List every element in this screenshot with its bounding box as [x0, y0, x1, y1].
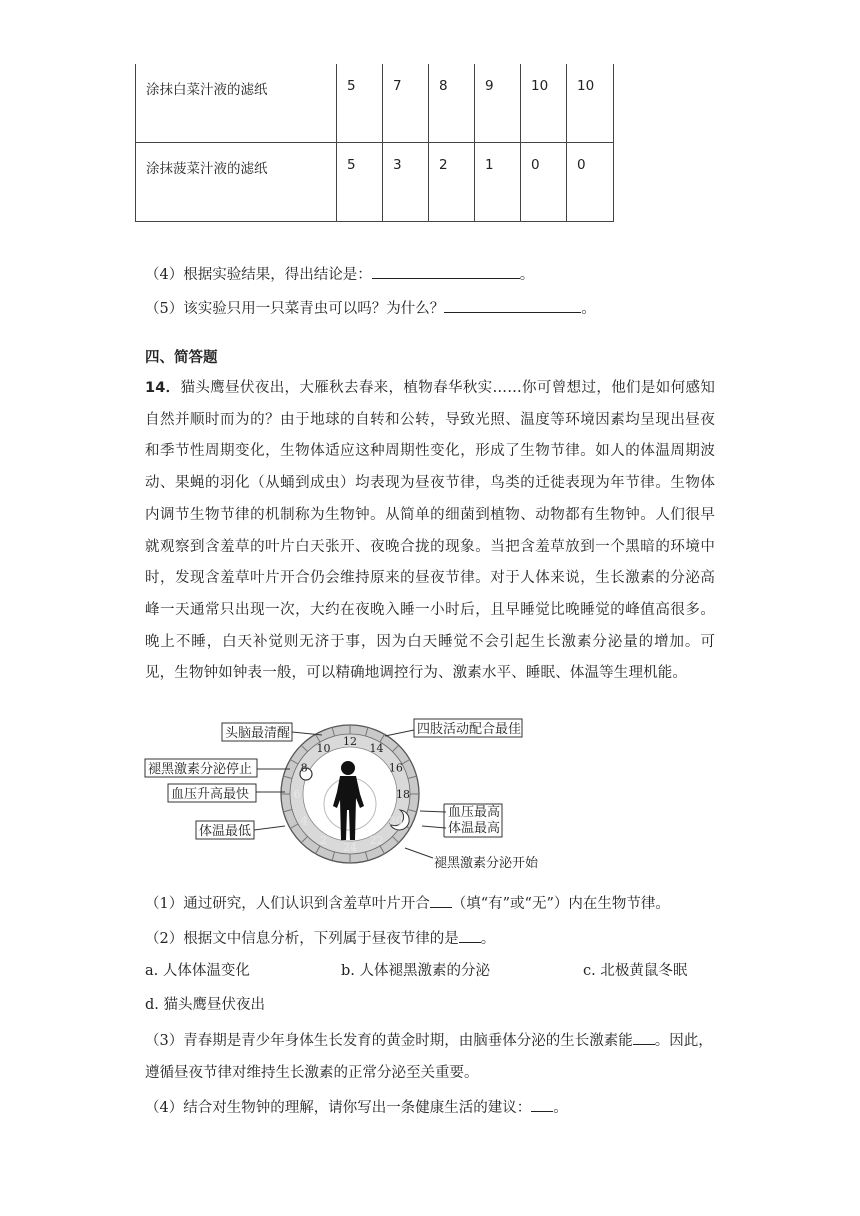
- biological-clock-figure: [140, 708, 540, 880]
- label-temp-low: 体温最低: [199, 824, 252, 839]
- answer-blank[interactable]: [444, 298, 581, 313]
- row-label: 涂抹菠菜汁液的滤纸: [136, 142, 337, 221]
- table-cell: 10: [521, 64, 567, 142]
- table-cell: 0: [521, 142, 567, 221]
- answer-blank[interactable]: [459, 928, 481, 943]
- section-heading: 四、简答题: [145, 350, 218, 366]
- q14-3: [145, 1030, 713, 1051]
- q14-1-text: （1）通过研究，人们认识到含羞草叶片开合: [145, 896, 430, 912]
- clock-hour-label: 4: [300, 814, 308, 828]
- label-coordination: 四肢活动配合最佳: [417, 722, 522, 737]
- table-row: [136, 64, 614, 142]
- q14-3-text-mid: 。因此，: [654, 1033, 713, 1049]
- table-cell: 9: [475, 64, 521, 142]
- clock-hour-label: 6: [293, 788, 301, 801]
- answer-blank[interactable]: [531, 1097, 553, 1112]
- label-alert: 头脑最清醒: [225, 726, 291, 741]
- q14-2-text: （2）根据文中信息分析，下列属于昼夜节律的是: [145, 931, 459, 947]
- question-4-end: 。: [519, 267, 535, 283]
- passage: [145, 373, 715, 690]
- q14-3-text: （3）青春期是青少年身体生长发育的黄金时期，由脑垂体分泌的生长激素能: [145, 1033, 633, 1049]
- question-4-text: （4）根据实验结果，得出结论是：: [145, 267, 372, 283]
- option-b: b. 人体褪黑激素的分泌: [341, 963, 490, 979]
- clock-hour-label: 22: [369, 833, 384, 847]
- clock-hour-label: 8: [300, 761, 308, 775]
- clock-hour-label: 12: [343, 735, 357, 748]
- q14-4: [145, 1097, 568, 1118]
- question-5-text: （5）该实验只用一只菜青虫可以吗？为什么？: [145, 301, 445, 317]
- q14-2: [145, 928, 495, 949]
- row-label: 涂抹白菜汁液的滤纸: [136, 64, 337, 142]
- q14-2-text-end: 。: [480, 931, 496, 947]
- clock-hour-label: 16: [388, 761, 403, 775]
- table-cell: 5: [337, 64, 383, 142]
- label-bp-high: 血压最高: [448, 805, 501, 820]
- q14-4-text-end: 。: [553, 1100, 568, 1116]
- table-cell: 7: [383, 64, 429, 142]
- clock-hour-label: 10: [316, 742, 331, 756]
- question-5-end: 。: [581, 301, 596, 317]
- clock-hour-label: 18: [396, 788, 410, 801]
- label-bp-rise: 血压升高最快: [171, 787, 250, 802]
- clock-hour-label: 24: [343, 841, 357, 854]
- q14-3-cont: 遵循昼夜节律对维持生长激素的正常分泌至关重要。: [145, 1065, 479, 1081]
- experiment-table: [135, 64, 614, 222]
- option-c: c. 北极黄鼠冬眠: [583, 963, 688, 979]
- table-cell: 1: [475, 142, 521, 221]
- table-cell: 8: [429, 64, 475, 142]
- answer-blank[interactable]: [372, 264, 520, 279]
- table-cell: 3: [383, 142, 429, 221]
- q14-1: [145, 893, 670, 914]
- passage-text: 猫头鹰昼伏夜出，大雁秋去春来，植物春华秋实……你可曾想过，他们是如何感知自然并顺时而为的？由于地球的自转和公转，导致光照、温度等环境因素均呈现出昼夜和季节性周期变化，生物体适应这种周期性变化，形成了生物节律。如人的体温周期波动、果蝇的羽化（从蛹到成虫）均表现为昼夜节律，鸟类的迁徙表现为年节律。生物体内调节生物节律的机制称为生物钟。从简单的细菌到植物、动物都有生物钟。人们很早就观察到含羞草的叶片白天张开、夜晚合拢的现象。当把含羞草放到一个黑暗的环境中时，发现含羞草叶片开合仍会维持原来的昼夜节律。对于人体来说，生长激素的分泌高峰一天通常只出现一次，大约在夜晚入睡一小时后，且早睡觉比晚睡觉的峰值高很多。晚上不睡，白天补觉则无济于事，因为白天睡觉不会引起生长激素分泌量的增加。可见，生物钟如钟表一般，可以精确地调控行为、激素水平、睡眠、体温等生理机能。: [145, 380, 715, 682]
- clock-hour-label: 2: [320, 833, 327, 847]
- label-temp-high: 体温最高: [448, 821, 501, 836]
- q14-1-text-end: （填“有”或“无”）内在生物节律。: [451, 896, 670, 912]
- answer-blank[interactable]: [430, 893, 452, 908]
- option-d: d. 猫头鹰昼伏夜出: [145, 997, 265, 1013]
- q14-4-text: （4）结合对生物钟的理解，请你写出一条健康生活的建议：: [145, 1100, 532, 1116]
- label-melatonin-stop: 褪黑激素分泌停止: [148, 762, 253, 777]
- label-melatonin-start: 褪黑激素分泌开始: [434, 856, 539, 871]
- question-number: 14．: [145, 380, 181, 396]
- option-a: a. 人体体温变化: [145, 963, 250, 979]
- answer-blank[interactable]: [633, 1030, 655, 1045]
- table-row: [136, 142, 614, 221]
- question-5-line: [145, 298, 596, 319]
- table-cell: 2: [429, 142, 475, 221]
- table-cell: 10: [567, 64, 614, 142]
- question-4-line: [145, 264, 534, 285]
- clock-hour-label: 14: [369, 742, 384, 756]
- clock-hour-label: 20: [388, 814, 403, 828]
- table-cell: 0: [567, 142, 614, 221]
- table-cell: 5: [337, 142, 383, 221]
